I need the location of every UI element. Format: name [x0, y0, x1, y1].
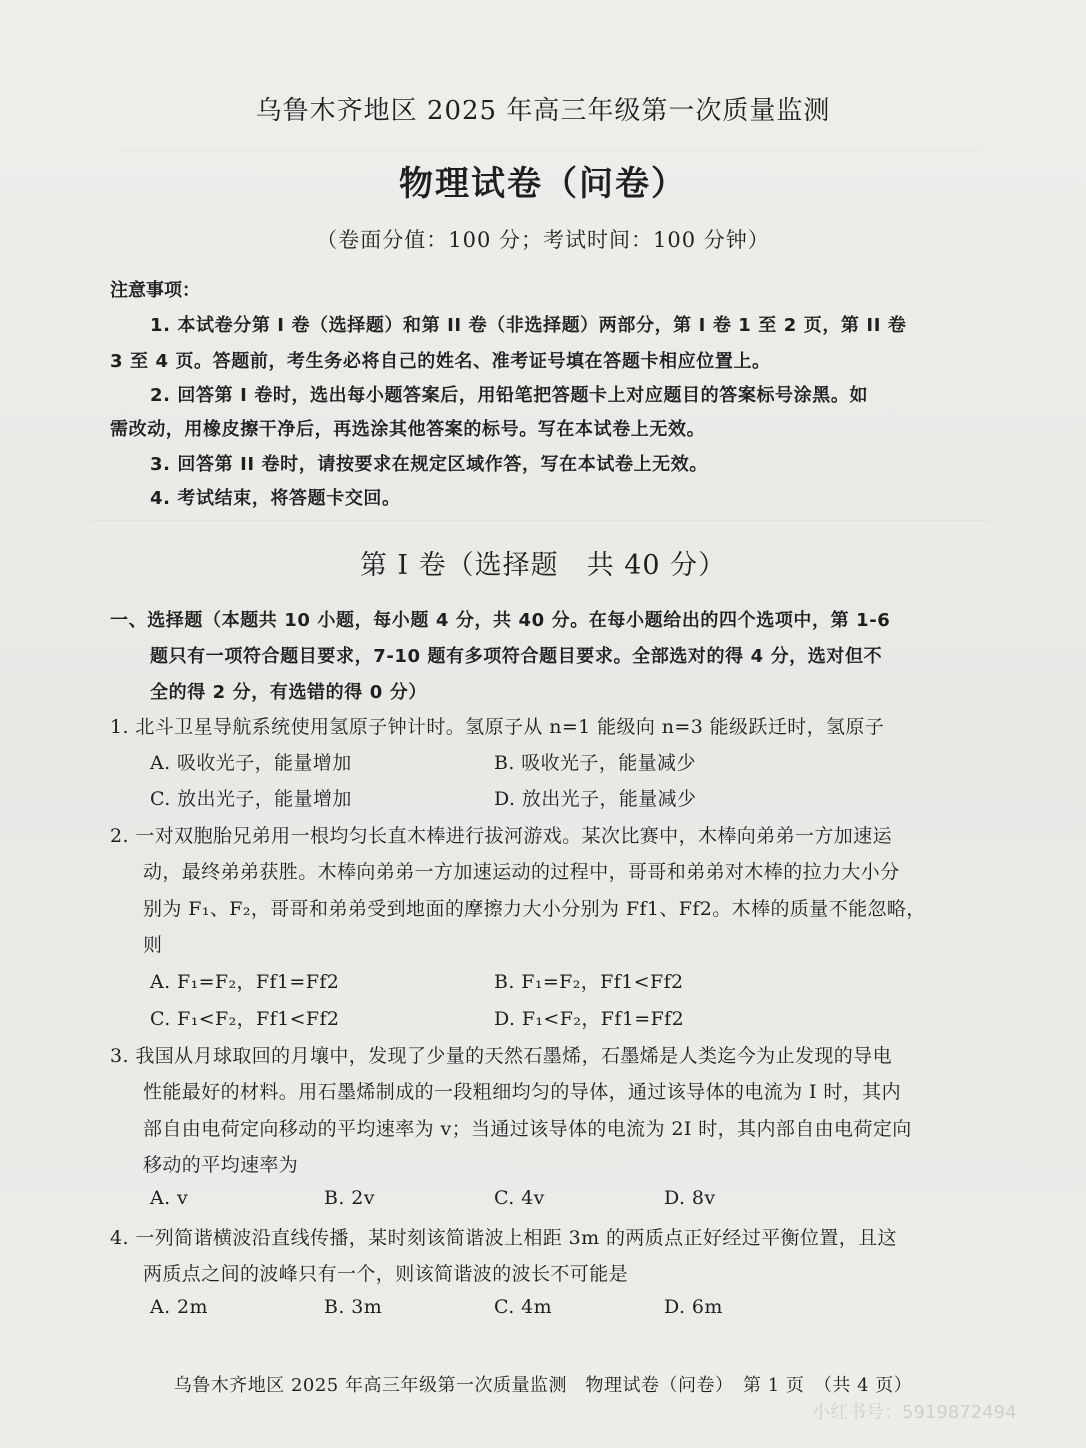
- question-2-text: 动，最终弟弟获胜。木棒向弟弟一方加速运动的过程中，哥哥和弟弟对木棒的拉力大小分: [143, 861, 900, 883]
- question-3-option-a: A. v: [150, 1187, 189, 1209]
- exam-info: （卷面分值：100 分；考试时间：100 分钟）: [316, 228, 770, 252]
- section-instruction: 全的得 2 分，有选错的得 0 分）: [150, 682, 427, 703]
- notice-line: 3. 回答第 II 卷时，请按要求在规定区域作答，写在本试卷上无效。: [150, 454, 708, 475]
- question-2-text: 别为 F₁、F₂，哥哥和弟弟受到地面的摩擦力大小分别为 Ff1、Ff2。木棒的质量不能忽略，: [143, 898, 926, 920]
- question-3-text: 性能最好的材料。用石墨烯制成的一段粗细均匀的导体，通过该导体的电流为 I 时，其内: [143, 1081, 901, 1103]
- page-footer: 乌鲁木齐地区 2025 年高三年级第一次质量监测 物理试卷（问卷） 第 1 页 （共 4 页）: [173, 1375, 913, 1396]
- question-4-text: 4. 一列简谐横波沿直线传播，某时刻该简谐波上相距 3m 的两质点正好经过平衡位置，且这: [110, 1227, 897, 1249]
- question-4-option-c: C. 4m: [494, 1296, 553, 1318]
- section-instruction: 题只有一项符合题目要求，7-10 题有多项符合题目要求。全部选对的得 4 分，选对但不: [150, 646, 883, 667]
- question-4-option-a: A. 2m: [150, 1296, 208, 1318]
- scan-noise: [90, 520, 990, 521]
- question-4-text: 两质点之间的波峰只有一个，则该简谐波的波长不可能是: [143, 1263, 629, 1285]
- question-3-option-c: C. 4v: [494, 1187, 545, 1209]
- question-2-option-a: A. F₁=F₂，Ff1=Ff2: [150, 971, 340, 993]
- section-instruction: 一、选择题（本题共 10 小题，每小题 4 分，共 40 分。在每小题给出的四个选项中，第 1-6: [110, 610, 891, 631]
- question-3-text: 3. 我国从月球取回的月壤中，发现了少量的天然石墨烯，石墨烯是人类迄今为止发现的导电: [110, 1045, 892, 1067]
- notice-line: 需改动，用橡皮擦干净后，再选涂其他答案的标号。写在本试卷上无效。: [110, 419, 706, 440]
- question-1-option-a: A. 吸收光子，能量增加: [150, 752, 352, 774]
- question-4-option-b: B. 3m: [324, 1296, 383, 1318]
- question-1-option-c: C. 放出光子，能量增加: [150, 788, 352, 810]
- notice-line: 2. 回答第 I 卷时，选出每小题答案后，用铅笔把答题卡上对应题目的答案标号涂黑。如: [150, 385, 869, 406]
- scan-noise: [120, 150, 980, 151]
- notice-line: 1. 本试卷分第 I 卷（选择题）和第 II 卷（非选择题）两部分，第 I 卷 1 至 2 页，第 II 卷: [150, 315, 907, 336]
- question-2-text: 2. 一对双胞胎兄弟用一根均匀长直木棒进行拔河游戏。某次比赛中，木棒向弟弟一方加速运: [110, 825, 892, 847]
- question-1-option-d: D. 放出光子，能量减少: [494, 788, 697, 810]
- notice-line: 3 至 4 页。答题前，考生务必将自己的姓名、准考证号填在答题卡相应位置上。: [110, 351, 771, 372]
- notice-line: 4. 考试结束，将答题卡交回。: [150, 488, 401, 509]
- subject-title: 物理试卷（问卷）: [399, 164, 687, 204]
- question-2-option-c: C. F₁<F₂，Ff1<Ff2: [150, 1008, 340, 1030]
- question-2-text: 则: [143, 934, 163, 956]
- question-4-option-d: D. 6m: [664, 1296, 723, 1318]
- section-title: 第 I 卷（选择题 共 40 分）: [359, 550, 727, 581]
- question-1-option-b: B. 吸收光子，能量减少: [494, 752, 696, 774]
- notice-heading: 注意事项：: [110, 280, 200, 301]
- exam-header-title: 乌鲁木齐地区 2025 年高三年级第一次质量监测: [255, 96, 831, 126]
- question-3-option-b: B. 2v: [324, 1187, 375, 1209]
- watermark: 小红书号：5919872494: [812, 1402, 1017, 1423]
- question-1-text: 1. 北斗卫星导航系统使用氢原子钟计时。氢原子从 n=1 能级向 n=3 能级跃迁时，氢原子: [110, 716, 885, 738]
- question-3-option-d: D. 8v: [664, 1187, 716, 1209]
- question-2-option-b: B. F₁=F₂，Ff1<Ff2: [494, 971, 684, 993]
- question-3-text: 部自由电荷定向移动的平均速率为 v；当通过该导体的电流为 2I 时，其内部自由电荷定向: [143, 1118, 912, 1140]
- question-2-option-d: D. F₁<F₂，Ff1=Ff2: [494, 1008, 685, 1030]
- question-3-text: 移动的平均速率为: [143, 1154, 299, 1176]
